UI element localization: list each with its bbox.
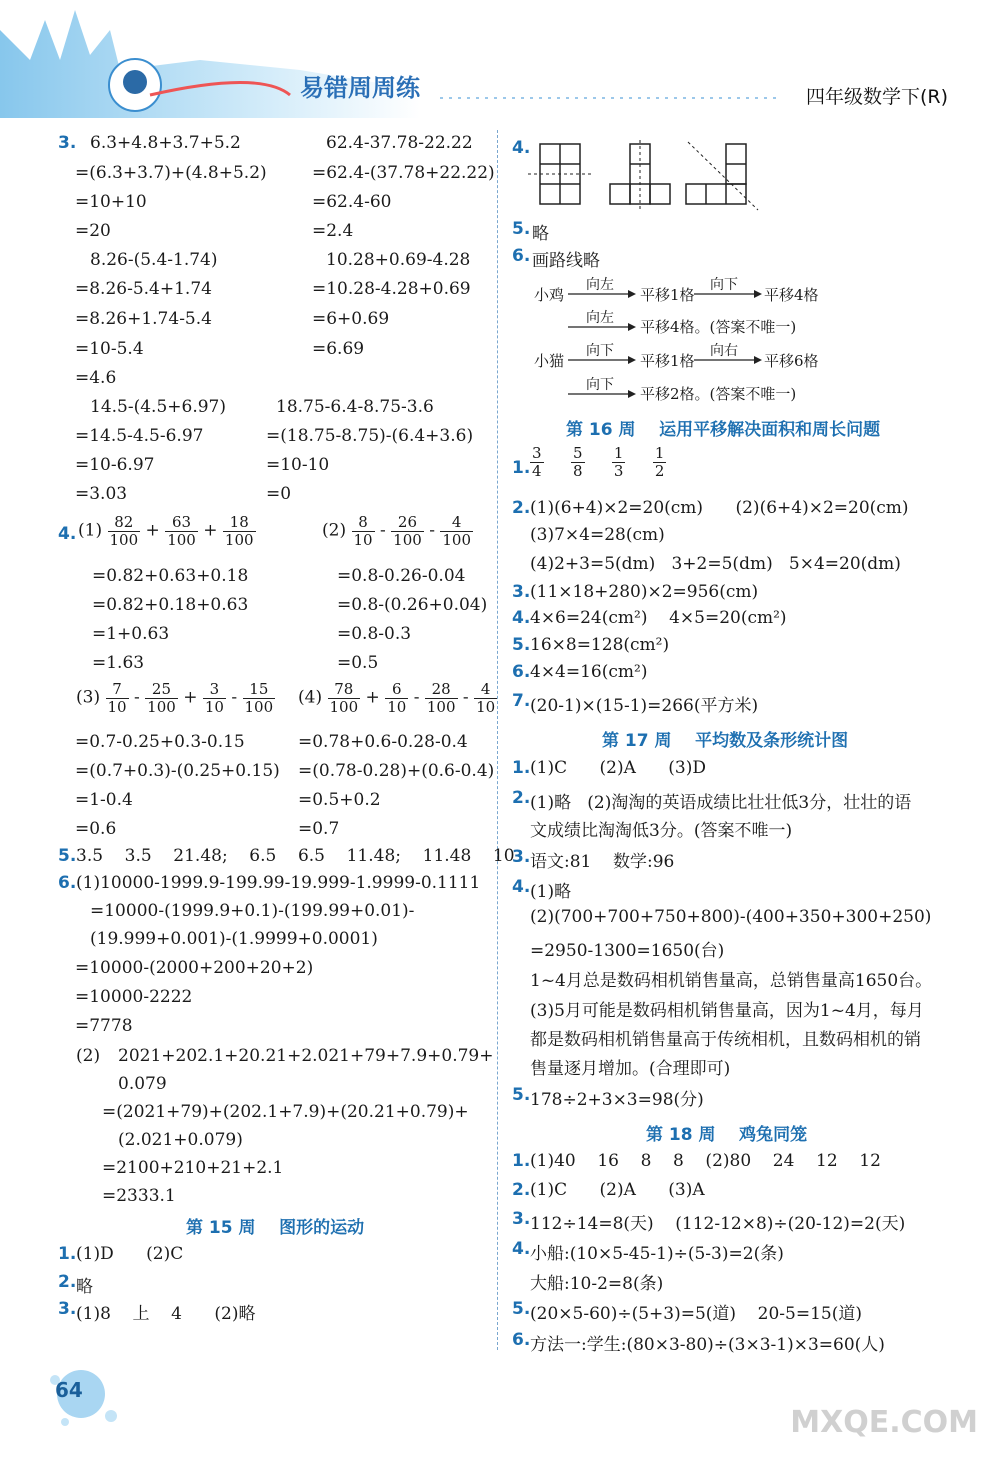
q3c-line: =8.26-5.4+1.74 xyxy=(75,279,212,299)
w16-q1-label: 1. xyxy=(512,458,531,478)
q5-label: 5. xyxy=(58,846,77,866)
q3f-line: 18.75-6.4-8.75-3.6 xyxy=(276,397,434,417)
operator: - xyxy=(231,687,238,708)
q3c-line: =10-5.4 xyxy=(75,339,144,359)
fraction: $\frac{18}{100}$ xyxy=(224,513,254,549)
w17-q3-label: 3. xyxy=(512,847,531,867)
fraction: $\frac{15}{100}$ xyxy=(244,680,274,716)
w16-q7-answer: (20-1)×(15-1)=266(平方米) xyxy=(530,696,759,716)
w16-q6-label: 6. xyxy=(512,662,531,682)
q3a-line: =(6.3+3.7)+(4.8+5.2) xyxy=(75,163,267,183)
q6-line: =7778 xyxy=(75,1016,133,1036)
r-q5-answer: 略 xyxy=(532,224,549,244)
w18-q6-answer: 方法一:学生:(80×3-80)÷(3×3-1)×3=60(人) xyxy=(530,1335,885,1355)
q4-p1-step: =0.82+0.63+0.18 xyxy=(92,566,249,586)
route-step: 平移6格 xyxy=(764,352,819,370)
q6-p2-line: =2100+210+21+2.1 xyxy=(102,1158,284,1178)
fraction: $\frac{78}{100}$ xyxy=(329,680,359,716)
fraction: $\frac{1}{3}$ xyxy=(613,444,624,480)
operator: - xyxy=(413,687,420,708)
route-direction: 向下 xyxy=(586,343,614,359)
q6-p2-line: (2.021+0.079) xyxy=(118,1130,243,1150)
w17-q4-line: 都是数码相机销售量高于传统相机，且数码相机的销 xyxy=(530,1030,921,1050)
w17-q5-answer: 178÷2+3×3=98(分) xyxy=(530,1090,704,1110)
operator: - xyxy=(429,520,435,541)
q4-p2-step: =0.5 xyxy=(337,653,379,673)
w18-q5-label: 5. xyxy=(512,1299,531,1319)
q4-p1-step: =1+0.63 xyxy=(92,624,170,644)
q4-p1-step: =0.82+0.18+0.63 xyxy=(92,595,249,615)
route-step: 平移1格 xyxy=(640,286,695,304)
fraction: $\frac{3}{10}$ xyxy=(204,680,224,716)
route-direction: 向左 xyxy=(586,277,614,293)
w17-q3-answer: 语文:81 数学:96 xyxy=(530,852,675,872)
q6-p2-line: 0.079 xyxy=(118,1074,167,1094)
q3b-line: =2.4 xyxy=(312,221,354,241)
w16-q2-label: 2. xyxy=(512,498,531,518)
q4-p1-label: (1) xyxy=(78,520,103,541)
w16-q7-label: 7. xyxy=(512,691,531,711)
column-divider xyxy=(497,130,498,1350)
w16-q4-answer: 4×6=24(cm²) 4×5=20(cm²) xyxy=(530,608,787,628)
w18-q4-label: 4. xyxy=(512,1239,531,1259)
q4-p4-step: =(0.78-0.28)+(0.6-0.4) xyxy=(298,761,495,781)
q4-p2-expression xyxy=(322,514,473,548)
route-direction: 向下 xyxy=(586,377,614,393)
q4-p4-step: =0.78+0.6-0.28-0.4 xyxy=(298,732,468,752)
fraction: $\frac{8}{10}$ xyxy=(353,513,373,549)
route-step: 平移2格。(答案不唯一) xyxy=(640,385,797,403)
arrow-icon xyxy=(694,354,764,366)
q3-label: 3. xyxy=(58,133,77,153)
q3c-line: 8.26-(5.4-1.74) xyxy=(90,250,218,270)
w17-q4-line: 1~4月总是数码相机销售量高，总销售量高1650台。 xyxy=(530,971,933,991)
fraction: $\frac{5}{8}$ xyxy=(572,444,583,480)
q4-p1-step: =1.63 xyxy=(92,653,145,673)
w17-q4-line: (1)略 xyxy=(530,882,572,902)
w16-q6-answer: 4×4=16(cm²) xyxy=(530,662,648,682)
operator: + xyxy=(203,520,218,541)
q4-p4-step: =0.5+0.2 xyxy=(298,790,381,810)
q4-p3-expression xyxy=(76,681,275,715)
fraction: $\frac{25}{100}$ xyxy=(147,680,176,716)
q6-p2-line: =(2021+79)+(202.1+7.9)+(20.21+0.79)+ xyxy=(102,1102,469,1122)
week16-title: 第 16 周 运用平移解决面积和周长问题 xyxy=(566,420,881,440)
w15-q3-answer: (1)8 上 4 (2)略 xyxy=(76,1304,256,1324)
w16-q2-line: (3)7×4=28(cm) xyxy=(530,525,665,545)
q4-p3-label: (3) xyxy=(76,687,101,708)
w16-q5-label: 5. xyxy=(512,635,531,655)
q4-label: 4. xyxy=(58,524,77,544)
q3f-line: =10-10 xyxy=(266,455,330,475)
page-number: 64 xyxy=(55,1378,83,1402)
w17-q5-label: 5. xyxy=(512,1085,531,1105)
w17-q4-label: 4. xyxy=(512,877,531,897)
w17-q4-line: (3)5月可能是数码相机销售量高，因为1~4月，每月 xyxy=(530,1001,924,1021)
q3d-line: 10.28+0.69-4.28 xyxy=(326,250,471,270)
week18-title: 第 18 周 鸡兔同笼 xyxy=(646,1125,808,1145)
route-direction: 向下 xyxy=(710,277,738,293)
fraction: $\frac{63}{100}$ xyxy=(167,513,196,549)
q6-line: =10000-2222 xyxy=(75,987,193,1007)
q6-line: =10000-(1999.9+0.1)-(199.99+0.01)- xyxy=(90,901,415,921)
w15-q2-answer: 略 xyxy=(76,1277,93,1297)
fraction: $\frac{6}{10}$ xyxy=(387,680,407,716)
operator: - xyxy=(462,687,469,708)
watermark: MXQE.COM xyxy=(790,1405,978,1440)
fraction: $\frac{4}{10}$ xyxy=(476,680,496,716)
subject-title: 四年级数学下(R) xyxy=(805,86,948,108)
w18-q1-answer: (1)40 16 8 8 (2)80 24 12 12 xyxy=(530,1151,881,1171)
operator: + xyxy=(183,687,198,708)
q3f-line: =(18.75-8.75)-(6.4+3.6) xyxy=(266,426,474,446)
w17-q4-line: =2950-1300=1650(台) xyxy=(530,941,725,961)
w17-q1-label: 1. xyxy=(512,758,531,778)
w17-q2-line: (1)略 (2)淘淘的英语成绩比壮壮低3分，壮壮的语 xyxy=(530,793,912,813)
q3a-line: =10+10 xyxy=(75,192,147,212)
w18-q3-answer: 112÷14=8(天) (112-12×8)÷(20-12)=2(天) xyxy=(530,1214,906,1234)
q3a-line: =20 xyxy=(75,221,111,241)
week15-title: 第 15 周 图形的运动 xyxy=(186,1218,365,1238)
r-q6-answer: 画路线略 xyxy=(532,251,600,271)
w17-q2-label: 2. xyxy=(512,788,531,808)
w15-q2-label: 2. xyxy=(58,1272,77,1292)
q3d-line: =10.28-4.28+0.69 xyxy=(312,279,471,299)
q4-p1-expression xyxy=(78,514,256,548)
route-direction: 向右 xyxy=(710,343,738,359)
fraction: $\frac{1}{2}$ xyxy=(654,444,665,480)
q3e-line: =14.5-4.5-6.97 xyxy=(75,426,204,446)
q6-label: 6. xyxy=(58,873,77,893)
q4-p2-step: =0.8-(0.26+0.04) xyxy=(337,595,488,615)
q3c-line: =4.6 xyxy=(75,368,117,388)
operator: + xyxy=(145,520,160,541)
fraction: $\frac{7}{10}$ xyxy=(107,680,127,716)
q6-p2-label: (2) xyxy=(76,1046,101,1066)
header-banner xyxy=(0,0,1000,118)
q6-p2-line: =2333.1 xyxy=(102,1186,176,1206)
arrow-icon xyxy=(568,354,638,366)
q3e-line: =3.03 xyxy=(75,484,128,504)
w18-q4-line: 小船:(10×5-45-1)÷(5-3)=2(条) xyxy=(530,1244,784,1264)
w18-q4-line: 大船:10-2=8(条) xyxy=(530,1274,664,1294)
q6-p2-line: 2021+202.1+20.21+2.021+79+7.9+0.79+ xyxy=(118,1046,494,1066)
w17-q2-line: 文成绩比淘淘低3分。(答案不唯一) xyxy=(530,821,793,841)
q4-p4-expression xyxy=(298,681,497,715)
w18-q6-label: 6. xyxy=(512,1330,531,1350)
w18-q3-label: 3. xyxy=(512,1209,531,1229)
w17-q4-line: (2)(700+700+750+800)-(400+350+300+250) xyxy=(530,907,932,927)
q3c-line: =8.26+1.74-5.4 xyxy=(75,309,212,329)
q4-p3-step: =0.7-0.25+0.3-0.15 xyxy=(75,732,245,752)
w16-q3-label: 3. xyxy=(512,582,531,602)
r-q5-label: 5. xyxy=(512,219,531,239)
q3f-line: =0 xyxy=(266,484,292,504)
w17-q4-line: 售量逐月增加。(合理即可) xyxy=(530,1059,731,1079)
q4-p2-step: =0.8-0.26-0.04 xyxy=(337,566,466,586)
route-step: 平移1格 xyxy=(640,352,695,370)
q4-p3-step: =1-0.4 xyxy=(75,790,133,810)
q3b-line: =62.4-60 xyxy=(312,192,392,212)
q4-p2-step: =0.8-0.3 xyxy=(337,624,412,644)
operator: + xyxy=(365,687,380,708)
q4-p4-label: (4) xyxy=(298,687,323,708)
q3b-line: 62.4-37.78-22.22 xyxy=(326,133,473,153)
arrow-icon xyxy=(568,321,638,333)
week17-title: 第 17 周 平均数及条形统计图 xyxy=(602,731,849,751)
q3d-line: =6+0.69 xyxy=(312,309,390,329)
w18-q2-label: 2. xyxy=(512,1180,531,1200)
fraction: $\frac{4}{100}$ xyxy=(442,513,471,549)
arrow-icon xyxy=(568,288,638,300)
w16-q5-answer: 16×8=128(cm²) xyxy=(530,635,670,655)
operator: - xyxy=(380,520,386,541)
w18-q1-label: 1. xyxy=(512,1151,531,1171)
route-direction: 向左 xyxy=(586,310,614,326)
q3e-line: =10-6.97 xyxy=(75,455,155,475)
arrow-icon xyxy=(694,288,764,300)
grid-figures xyxy=(528,140,768,212)
arrow-icon xyxy=(568,388,638,400)
route-step: 平移4格 xyxy=(764,286,819,304)
q5-answer: 3.5 3.5 21.48; 6.5 6.5 11.48; 11.48 10 xyxy=(76,846,515,866)
q3a-line: 6.3+4.8+3.7+5.2 xyxy=(90,133,241,153)
q3d-line: =6.69 xyxy=(312,339,365,359)
q3b-line: =62.4-(37.78+22.22) xyxy=(312,163,495,183)
w18-q2-answer: (1)C (2)A (3)A xyxy=(530,1180,705,1200)
w15-q3-label: 3. xyxy=(58,1299,77,1319)
r-q4-label: 4. xyxy=(512,138,531,158)
w16-q2-line: (1)(6+4)×2=20(cm) (2)(6+4)×2=20(cm) xyxy=(530,498,909,518)
w17-q1-answer: (1)C (2)A (3)D xyxy=(530,758,707,778)
route-step: 平移4格。(答案不唯一) xyxy=(640,318,797,336)
w16-q2-line: (4)2+3=5(dm) 3+2=5(dm) 5×4=20(dm) xyxy=(530,554,901,574)
q4-p3-step: =(0.7+0.3)-(0.25+0.15) xyxy=(75,761,280,781)
fraction: $\frac{26}{100}$ xyxy=(393,513,422,549)
q4-p4-step: =0.7 xyxy=(298,819,340,839)
brand-title: 易错周周练 xyxy=(300,74,420,102)
w15-q1-label: 1. xyxy=(58,1244,77,1264)
q6-line: (1)10000-1999.9-199.99-19.999-1.9999-0.1111 xyxy=(76,873,481,893)
w16-q3-answer: (11×18+280)×2=956(cm) xyxy=(530,582,759,602)
q3e-line: 14.5-(4.5+6.97) xyxy=(90,397,226,417)
fraction: $\frac{3}{4}$ xyxy=(532,444,542,480)
operator: - xyxy=(134,687,140,708)
q6-line: =10000-(2000+200+20+2) xyxy=(75,958,314,978)
w16-q4-label: 4. xyxy=(512,608,531,628)
cat-label: 小猫 xyxy=(534,352,565,370)
w18-q5-answer: (20×5-60)÷(5+3)=5(道) 20-5=15(道) xyxy=(530,1304,862,1324)
q4-p2-label: (2) xyxy=(322,520,347,541)
q4-p3-step: =0.6 xyxy=(75,819,117,839)
q6-line: (19.999+0.001)-(1.9999+0.0001) xyxy=(90,929,378,949)
fraction: $\frac{82}{100}$ xyxy=(109,513,139,549)
w16-q1-fractions xyxy=(530,445,666,479)
fraction: $\frac{28}{100}$ xyxy=(426,680,456,716)
r-q6-label: 6. xyxy=(512,246,531,266)
w15-q1-answer: (1)D (2)C xyxy=(76,1244,184,1264)
chick-label: 小鸡 xyxy=(534,286,565,304)
